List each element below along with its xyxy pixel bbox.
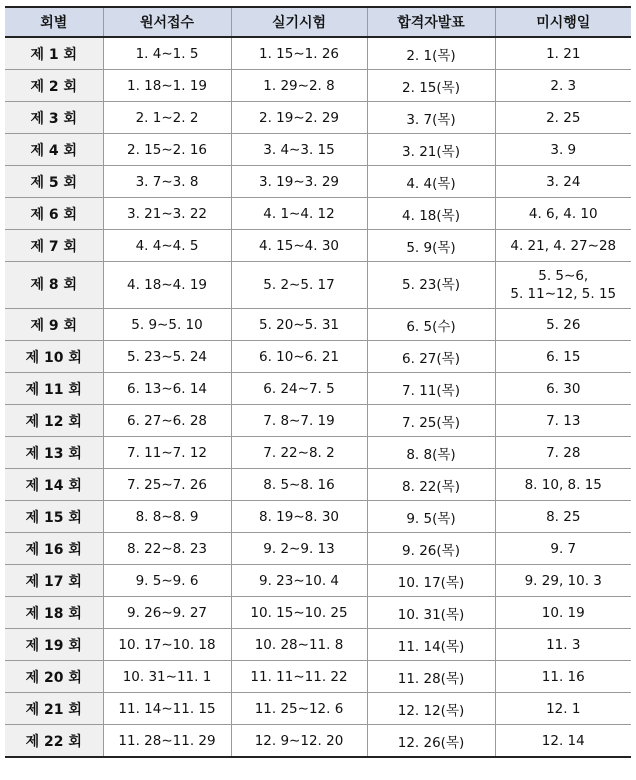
result-cell: 10. 17(목) [367, 565, 495, 597]
application-cell: 7. 25∼7. 26 [103, 469, 231, 501]
application-cell: 4. 4∼4. 5 [103, 230, 231, 262]
result-cell: 2. 15(목) [367, 70, 495, 102]
exam-cell: 4. 1∼4. 12 [231, 198, 367, 230]
non-exam-cell: 6. 30 [495, 373, 631, 405]
result-cell: 6. 5(수) [367, 309, 495, 341]
round-cell: 제 2 회 [5, 70, 103, 102]
result-cell: 5. 9(목) [367, 230, 495, 262]
non-exam-line-1: 5. 5∼6, [538, 268, 589, 284]
round-cell: 제 13 회 [5, 437, 103, 469]
exam-cell: 5. 20∼5. 31 [231, 309, 367, 341]
round-cell: 제 11 회 [5, 373, 103, 405]
result-cell: 7. 11(목) [367, 373, 495, 405]
exam-cell: 12. 9∼12. 20 [231, 725, 367, 758]
non-exam-cell: 11. 3 [495, 629, 631, 661]
application-cell: 11. 28∼11. 29 [103, 725, 231, 758]
header-application: 원서접수 [103, 7, 231, 37]
application-cell: 11. 14∼11. 15 [103, 693, 231, 725]
application-cell: 2. 15∼2. 16 [103, 134, 231, 166]
result-cell: 10. 31(목) [367, 597, 495, 629]
application-cell: 8. 22∼8. 23 [103, 533, 231, 565]
result-cell: 6. 27(목) [367, 341, 495, 373]
result-cell: 7. 25(목) [367, 405, 495, 437]
result-cell: 11. 28(목) [367, 661, 495, 693]
exam-cell: 6. 10∼6. 21 [231, 341, 367, 373]
table-row [5, 469, 631, 501]
exam-cell: 2. 19∼2. 29 [231, 102, 367, 134]
exam-cell: 10. 28∼11. 8 [231, 629, 367, 661]
application-cell: 6. 27∼6. 28 [103, 405, 231, 437]
non-exam-cell: 10. 19 [495, 597, 631, 629]
exam-cell: 10. 15∼10. 25 [231, 597, 367, 629]
round-cell: 제 9 회 [5, 309, 103, 341]
application-cell: 3. 21∼3. 22 [103, 198, 231, 230]
round-cell: 제 18 회 [5, 597, 103, 629]
application-cell: 2. 1∼2. 2 [103, 102, 231, 134]
application-cell: 6. 13∼6. 14 [103, 373, 231, 405]
table-row [5, 501, 631, 533]
exam-cell: 4. 15∼4. 30 [231, 230, 367, 262]
exam-cell: 1. 15∼1. 26 [231, 37, 367, 70]
non-exam-cell: 8. 10, 8. 15 [495, 469, 631, 501]
table-row [5, 405, 631, 437]
round-cell: 제 3 회 [5, 102, 103, 134]
non-exam-cell: 6. 15 [495, 341, 631, 373]
round-cell: 제 21 회 [5, 693, 103, 725]
table-row [5, 230, 631, 262]
non-exam-cell: 7. 13 [495, 405, 631, 437]
result-cell: 11. 14(목) [367, 629, 495, 661]
non-exam-cell: 2. 25 [495, 102, 631, 134]
round-cell: 제 8 회 [5, 262, 103, 309]
non-exam-cell: 3. 9 [495, 134, 631, 166]
header-round: 회별 [5, 7, 103, 37]
exam-cell: 11. 11∼11. 22 [231, 661, 367, 693]
table-row [5, 437, 631, 469]
round-cell: 제 15 회 [5, 501, 103, 533]
result-cell: 12. 26(목) [367, 725, 495, 758]
non-exam-cell: 5. 26 [495, 309, 631, 341]
non-exam-cell: 2. 3 [495, 70, 631, 102]
result-cell: 12. 12(목) [367, 693, 495, 725]
non-exam-line-2: 5. 11∼12, 5. 15 [510, 286, 617, 302]
exam-cell: 8. 5∼8. 16 [231, 469, 367, 501]
non-exam-cell: 8. 25 [495, 501, 631, 533]
result-cell: 8. 8(목) [367, 437, 495, 469]
table-row [5, 102, 631, 134]
application-cell: 4. 18∼4. 19 [103, 262, 231, 309]
header-row [5, 7, 631, 37]
non-exam-cell: 1. 21 [495, 37, 631, 70]
application-cell: 10. 17∼10. 18 [103, 629, 231, 661]
result-cell: 3. 7(목) [367, 102, 495, 134]
table-row [5, 134, 631, 166]
non-exam-cell: 9. 7 [495, 533, 631, 565]
exam-cell: 1. 29∼2. 8 [231, 70, 367, 102]
round-cell: 제 10 회 [5, 341, 103, 373]
application-cell: 9. 26∼9. 27 [103, 597, 231, 629]
result-cell: 8. 22(목) [367, 469, 495, 501]
header-non-exam-days: 미시행일 [495, 7, 631, 37]
application-cell: 9. 5∼9. 6 [103, 565, 231, 597]
non-exam-cell: 7. 28 [495, 437, 631, 469]
application-cell: 5. 9∼5. 10 [103, 309, 231, 341]
application-cell: 1. 18∼1. 19 [103, 70, 231, 102]
round-cell: 제 4 회 [5, 134, 103, 166]
round-cell: 제 5 회 [5, 166, 103, 198]
round-cell: 제 6 회 [5, 198, 103, 230]
exam-schedule-table [5, 6, 631, 758]
result-cell: 2. 1(목) [367, 37, 495, 70]
result-cell: 9. 26(목) [367, 533, 495, 565]
application-cell: 10. 31∼11. 1 [103, 661, 231, 693]
non-exam-cell: 4. 21, 4. 27∼28 [495, 230, 631, 262]
non-exam-cell: 3. 24 [495, 166, 631, 198]
exam-cell: 7. 22∼8. 2 [231, 437, 367, 469]
exam-cell: 6. 24∼7. 5 [231, 373, 367, 405]
non-exam-cell: 9. 29, 10. 3 [495, 565, 631, 597]
application-cell: 8. 8∼8. 9 [103, 501, 231, 533]
round-cell: 제 19 회 [5, 629, 103, 661]
table-row [5, 37, 631, 70]
table-row [5, 533, 631, 565]
round-cell: 제 1 회 [5, 37, 103, 70]
round-cell: 제 12 회 [5, 405, 103, 437]
exam-cell: 11. 25∼12. 6 [231, 693, 367, 725]
non-exam-cell [495, 262, 631, 309]
table-row [5, 198, 631, 230]
schedule-table-wrapper [5, 6, 631, 758]
exam-cell: 8. 19∼8. 30 [231, 501, 367, 533]
table-row [5, 70, 631, 102]
table-row [5, 166, 631, 198]
round-cell: 제 14 회 [5, 469, 103, 501]
table-row [5, 725, 631, 758]
application-cell: 3. 7∼3. 8 [103, 166, 231, 198]
result-cell: 3. 21(목) [367, 134, 495, 166]
table-row [5, 565, 631, 597]
table-row [5, 693, 631, 725]
result-cell: 4. 18(목) [367, 198, 495, 230]
result-cell: 9. 5(목) [367, 501, 495, 533]
round-cell: 제 20 회 [5, 661, 103, 693]
application-cell: 1. 4∼1. 5 [103, 37, 231, 70]
table-row [5, 341, 631, 373]
table-row [5, 262, 631, 309]
non-exam-cell: 11. 16 [495, 661, 631, 693]
result-cell: 5. 23(목) [367, 262, 495, 309]
exam-cell: 7. 8∼7. 19 [231, 405, 367, 437]
table-row [5, 373, 631, 405]
exam-cell: 3. 4∼3. 15 [231, 134, 367, 166]
exam-cell: 9. 23∼10. 4 [231, 565, 367, 597]
table-row [5, 629, 631, 661]
table-row [5, 661, 631, 693]
round-cell: 제 17 회 [5, 565, 103, 597]
application-cell: 5. 23∼5. 24 [103, 341, 231, 373]
exam-cell: 9. 2∼9. 13 [231, 533, 367, 565]
non-exam-cell: 12. 14 [495, 725, 631, 758]
header-result-announcement: 합격자발표 [367, 7, 495, 37]
table-row [5, 597, 631, 629]
exam-cell: 3. 19∼3. 29 [231, 166, 367, 198]
round-cell: 제 7 회 [5, 230, 103, 262]
table-row [5, 309, 631, 341]
result-cell: 4. 4(목) [367, 166, 495, 198]
non-exam-cell: 4. 6, 4. 10 [495, 198, 631, 230]
header-practical-exam: 실기시험 [231, 7, 367, 37]
non-exam-cell: 12. 1 [495, 693, 631, 725]
round-cell: 제 22 회 [5, 725, 103, 758]
application-cell: 7. 11∼7. 12 [103, 437, 231, 469]
exam-cell: 5. 2∼5. 17 [231, 262, 367, 309]
round-cell: 제 16 회 [5, 533, 103, 565]
